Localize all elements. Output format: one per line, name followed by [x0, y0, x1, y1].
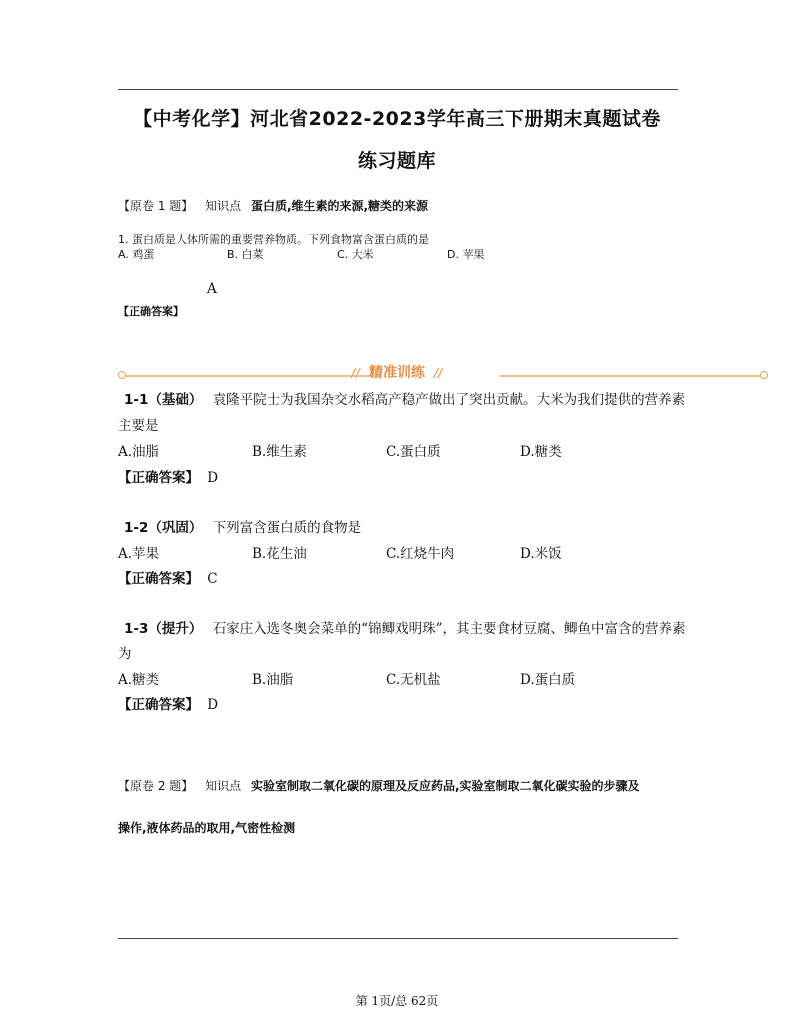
- q2-kp-label: 知识点: [205, 779, 242, 793]
- q1-kp-text: 蛋白质,维生素的来源,糖类的来源: [250, 199, 429, 213]
- q1-tag: 【原卷 1 题】: [118, 199, 194, 213]
- banner-label: 精准训练: [369, 365, 425, 381]
- q2-kp-text-cont: 操作,液体药品的取用,气密性检测: [118, 821, 296, 835]
- practice-1-3-option-a: A.糖类: [118, 672, 160, 688]
- practice-1-3-option-b: B.油脂: [252, 672, 294, 688]
- page-title: 【中考化学】河北省2022-2023学年高三下册期末真题试卷: [133, 108, 661, 130]
- q2-header: [118, 777, 640, 794]
- practice-1-3-answer: [118, 693, 218, 713]
- practice-1-3-answer-value: D: [207, 697, 219, 713]
- practice-1-1-answer-label: 【正确答案】: [118, 470, 199, 486]
- practice-1-3-stem: [124, 617, 686, 637]
- practice-1-3-num: 1-3（提升）: [124, 621, 203, 637]
- q1-stem: 1. 蛋白质是人体所需的重要营养物质。下列食物富含蛋白质的是: [118, 233, 429, 246]
- practice-1-2-option-d: D.米饭: [520, 546, 562, 562]
- q1-option-a: A. 鸡蛋: [118, 248, 155, 261]
- practice-1-3-stem-cont: 为: [118, 646, 132, 662]
- practice-1-3-text: 石家庄入选冬奥会菜单的“锦鲫戏明珠”，其主要食材豆腐、鲫鱼中富含的营养素: [212, 621, 686, 637]
- practice-1-2-option-a: A.苹果: [118, 546, 160, 562]
- practice-1-2-answer-label: 【正确答案】: [118, 571, 199, 587]
- practice-1-2-option-c: C.红烧牛肉: [386, 546, 455, 562]
- practice-1-3-option-d: D.蛋白质: [520, 672, 576, 688]
- practice-1-1-answer-value: D: [207, 470, 219, 486]
- q1-header: [118, 197, 428, 214]
- practice-1-2-option-b: B.花生油: [252, 546, 307, 562]
- banner-dot-right: [760, 371, 768, 379]
- q1-option-d: D. 苹果: [447, 248, 485, 261]
- practice-1-1-answer: [118, 466, 218, 486]
- bottom-rule: [118, 938, 678, 939]
- practice-1-2-answer-value: C: [207, 571, 218, 587]
- practice-1-3-option-c: C.无机盐: [386, 672, 441, 688]
- practice-1-2-answer: [118, 567, 218, 587]
- banner-line-right: [500, 375, 760, 377]
- page-subtitle: 练习题库: [357, 150, 436, 172]
- top-rule: [118, 89, 678, 90]
- q2-tag: 【原卷 2 题】: [118, 779, 194, 793]
- q1-answer-label: 【正确答案】: [118, 305, 184, 318]
- banner-slash-right-icon: //: [433, 366, 443, 380]
- practice-1-1-option-b: B.维生素: [252, 444, 307, 460]
- practice-1-1-stem: [124, 388, 685, 408]
- practice-1-2-text: 下列富含蛋白质的食物是: [212, 520, 362, 536]
- practice-1-1-option-c: C.蛋白质: [386, 444, 441, 460]
- practice-1-2-num: 1-2（巩固）: [124, 520, 203, 536]
- practice-1-3-answer-label: 【正确答案】: [118, 697, 199, 713]
- page-number: 第 1页/总 62页: [355, 994, 439, 1008]
- q1-kp-label: 知识点: [205, 199, 242, 213]
- q2-kp-text: 实验室制取二氧化碳的原理及反应药品,实验室制取二氧化碳实验的步骤及: [250, 779, 640, 793]
- q1-answer-value: A: [207, 281, 217, 297]
- banner-slash-left-icon: //: [351, 366, 361, 380]
- practice-1-1-option-d: D.糖类: [520, 444, 562, 460]
- practice-1-1-num: 1-1（基础）: [124, 392, 203, 408]
- practice-1-1-text: 袁隆平院士为我国杂交水稻高产稳产做出了突出贡献。大米为我们提供的营养素: [212, 392, 686, 408]
- q1-option-b: B. 白菜: [227, 248, 264, 261]
- practice-1-2-stem: [124, 516, 361, 536]
- q1-option-c: C. 大米: [337, 248, 374, 261]
- practice-1-1-option-a: A.油脂: [118, 444, 160, 460]
- practice-1-1-stem-cont: 主要是: [118, 418, 159, 434]
- banner-title: [0, 362, 794, 382]
